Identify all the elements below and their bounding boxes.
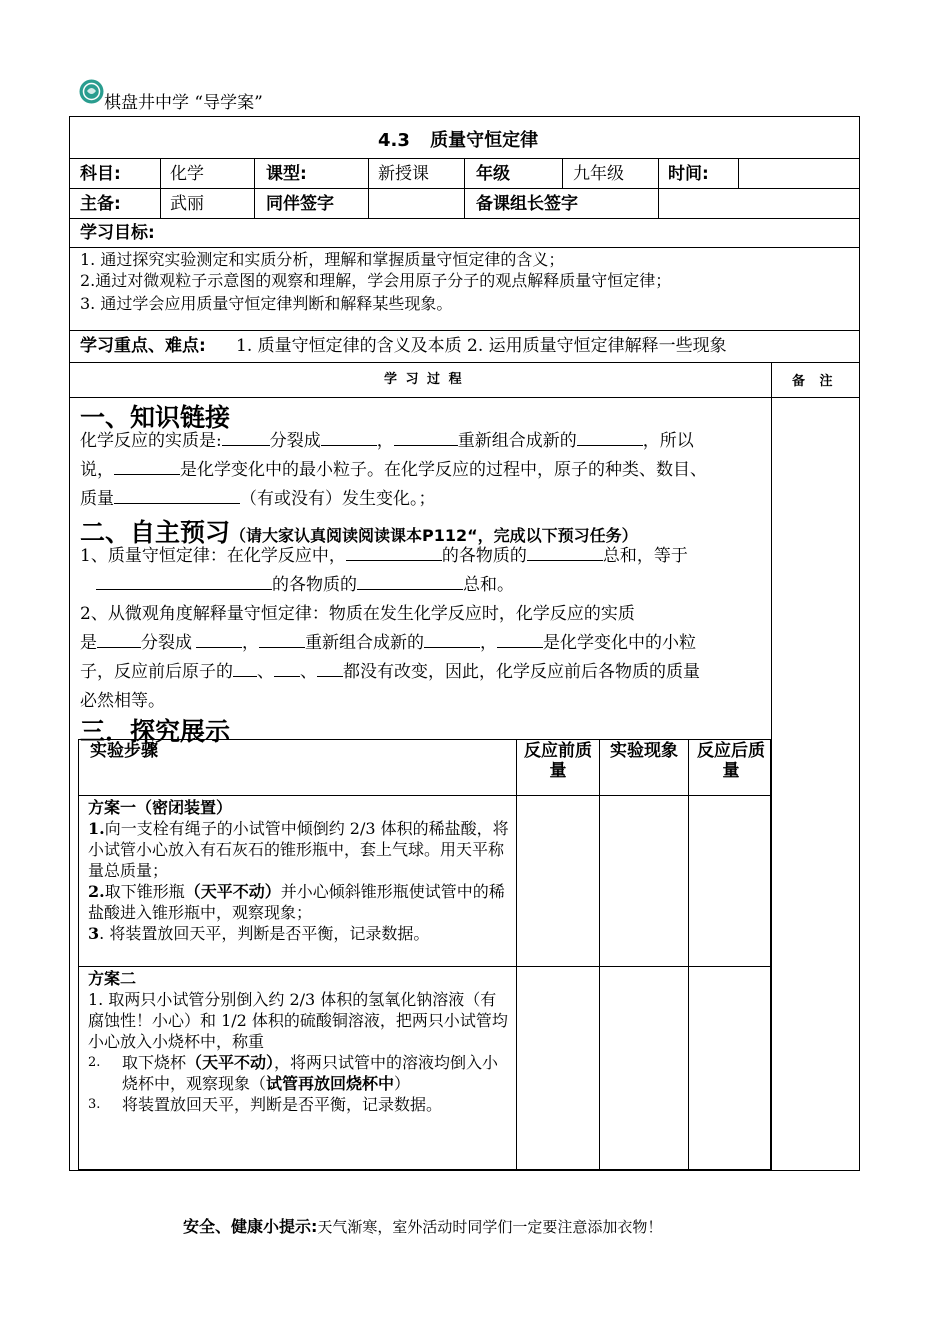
objective-item: 1. 通过探究实验测定和实质分析，理解和掌握质量守恒定律的含义； [80, 250, 565, 269]
school-title: 棋盘井中学 “导学案” [104, 93, 263, 113]
section1-line3: 质量 （有或没有）发生变化。； [80, 489, 436, 509]
section2-q2-line1: 2、从微观角度解释量守恒定律：物质在发生化学反应时，化学反应的实质 [80, 604, 635, 624]
section2-title: 二、自主预习（请大家认真阅读阅读课本P112“，完成以下预习任务） [80, 518, 638, 547]
key-points-label: 学习重点、难点: [80, 336, 206, 356]
plan1-step2: 2.取下锥形瓶（天平不动）并小心倾斜锥形瓶使试管中的稀盐酸进入锥形瓶中，观察现象； [88, 882, 505, 922]
objective-item: 3. 通过学会应用质量守恒定律判断和解释某些现象。 [80, 294, 453, 313]
lesson-type-label: 课型: [266, 164, 307, 184]
grade-value: 九年级 [573, 164, 624, 184]
key-points-text: 1. 质量守恒定律的含义及本质 2. 运用质量守恒定律解释一些现象 [236, 336, 727, 356]
group-leader-signature-label: 备课组长签字 [476, 194, 578, 214]
safety-tip [183, 1214, 662, 1237]
lesson-title: 4.3 质量守恒定律 [378, 130, 539, 151]
lesson-type-value: 新授课 [378, 164, 429, 184]
grade-label: 年级 [476, 164, 510, 184]
section2-q2-line4: 必然相等。 [80, 691, 165, 711]
plan2-step2: 2. 取下烧杯（天平不动），将两只试管中的溶液均倒入小烧杯中，观察现象（试管再放回烧杯中） [88, 1053, 499, 1093]
notes-header: 备 注 [792, 374, 833, 389]
col-phenomenon-header: 实验现象 [610, 741, 678, 761]
col-steps-header: 实验步骤 [90, 741, 158, 761]
section1-line1: 化学反应的实质是: 分裂成 ， 重新组合成新的 ，所以 [80, 431, 694, 451]
col-after-mass-header: 反应后质量 [697, 741, 765, 781]
section2-q1-line2: 的各物质的 总和。 [80, 571, 770, 600]
preparer-value: 武丽 [170, 194, 204, 214]
subject-label: 科目: [80, 164, 121, 184]
preparer-label: 主备: [80, 194, 121, 214]
section2-subtitle: （请大家认真阅读阅读课本P112“，完成以下预习任务） [230, 526, 638, 545]
plan2-steps [88, 968, 510, 1115]
time-label: 时间: [668, 164, 709, 184]
plan2-step1: 1. 取两只小试管分别倒入约 2/3 体积的氢氧化钠溶液（有腐蚀性！小心）和 1/2 体积的硫酸铜溶液，把两只小试管均小心放入小烧杯中，称重 [88, 990, 508, 1051]
section2-q1-line1: 1、质量守恒定律：在化学反应中， 的各物质的 总和，等于 [80, 546, 688, 566]
plan2-title: 方案二 [88, 969, 137, 988]
school-logo [79, 79, 104, 104]
objectives-label: 学习目标: [80, 223, 155, 243]
subject-value: 化学 [170, 164, 204, 184]
section2-q2-line2: 是 分裂成 ， 重新组合成新的 ， 是化学变化中的小粒 [80, 633, 696, 653]
safety-tip-text: 天气渐寒，室外活动时同学们一定要注意添加衣物！ [317, 1218, 663, 1236]
plan2-step3: 3. 将装置放回天平，判断是否平衡，记录数据。 [88, 1095, 443, 1114]
plan1-step3: 3. 将装置放回天平，判断是否平衡，记录数据。 [88, 924, 430, 943]
plan1-title: 方案一（密闭装置） [88, 798, 233, 817]
col-before-mass-header: 反应前质量 [524, 741, 592, 781]
logo-icon [79, 79, 104, 104]
section3-title: 三．探究展示 [80, 717, 231, 746]
plan1-steps [88, 797, 510, 944]
safety-tip-label: 安全、健康小提示: [183, 1217, 318, 1236]
section2-q2-line3: 子，反应前后原子的 、 、 都没有改变，因此，化学反应前后各物质的质量 [80, 662, 700, 682]
process-header: 学 习 过 程 [384, 372, 464, 387]
plan1-step1: 1.向一支栓有绳子的小试管中倾倒约 2/3 体积的稀盐酸，将小试管小心放入有石灰石的锥形瓶中，套上气球。用天平称量总质量； [88, 819, 509, 880]
peer-signature-label: 同伴签字 [266, 194, 334, 214]
objective-item: 2.通过对微观粒子示意图的观察和理解，学会用原子分子的观点解释质量守恒定律； [80, 271, 672, 290]
section1-title: 一、知识链接 [80, 403, 231, 432]
section1-line2: 说， 是化学变化中的最小粒子。在化学反应的过程中，原子的种类、数目、 [80, 460, 707, 480]
